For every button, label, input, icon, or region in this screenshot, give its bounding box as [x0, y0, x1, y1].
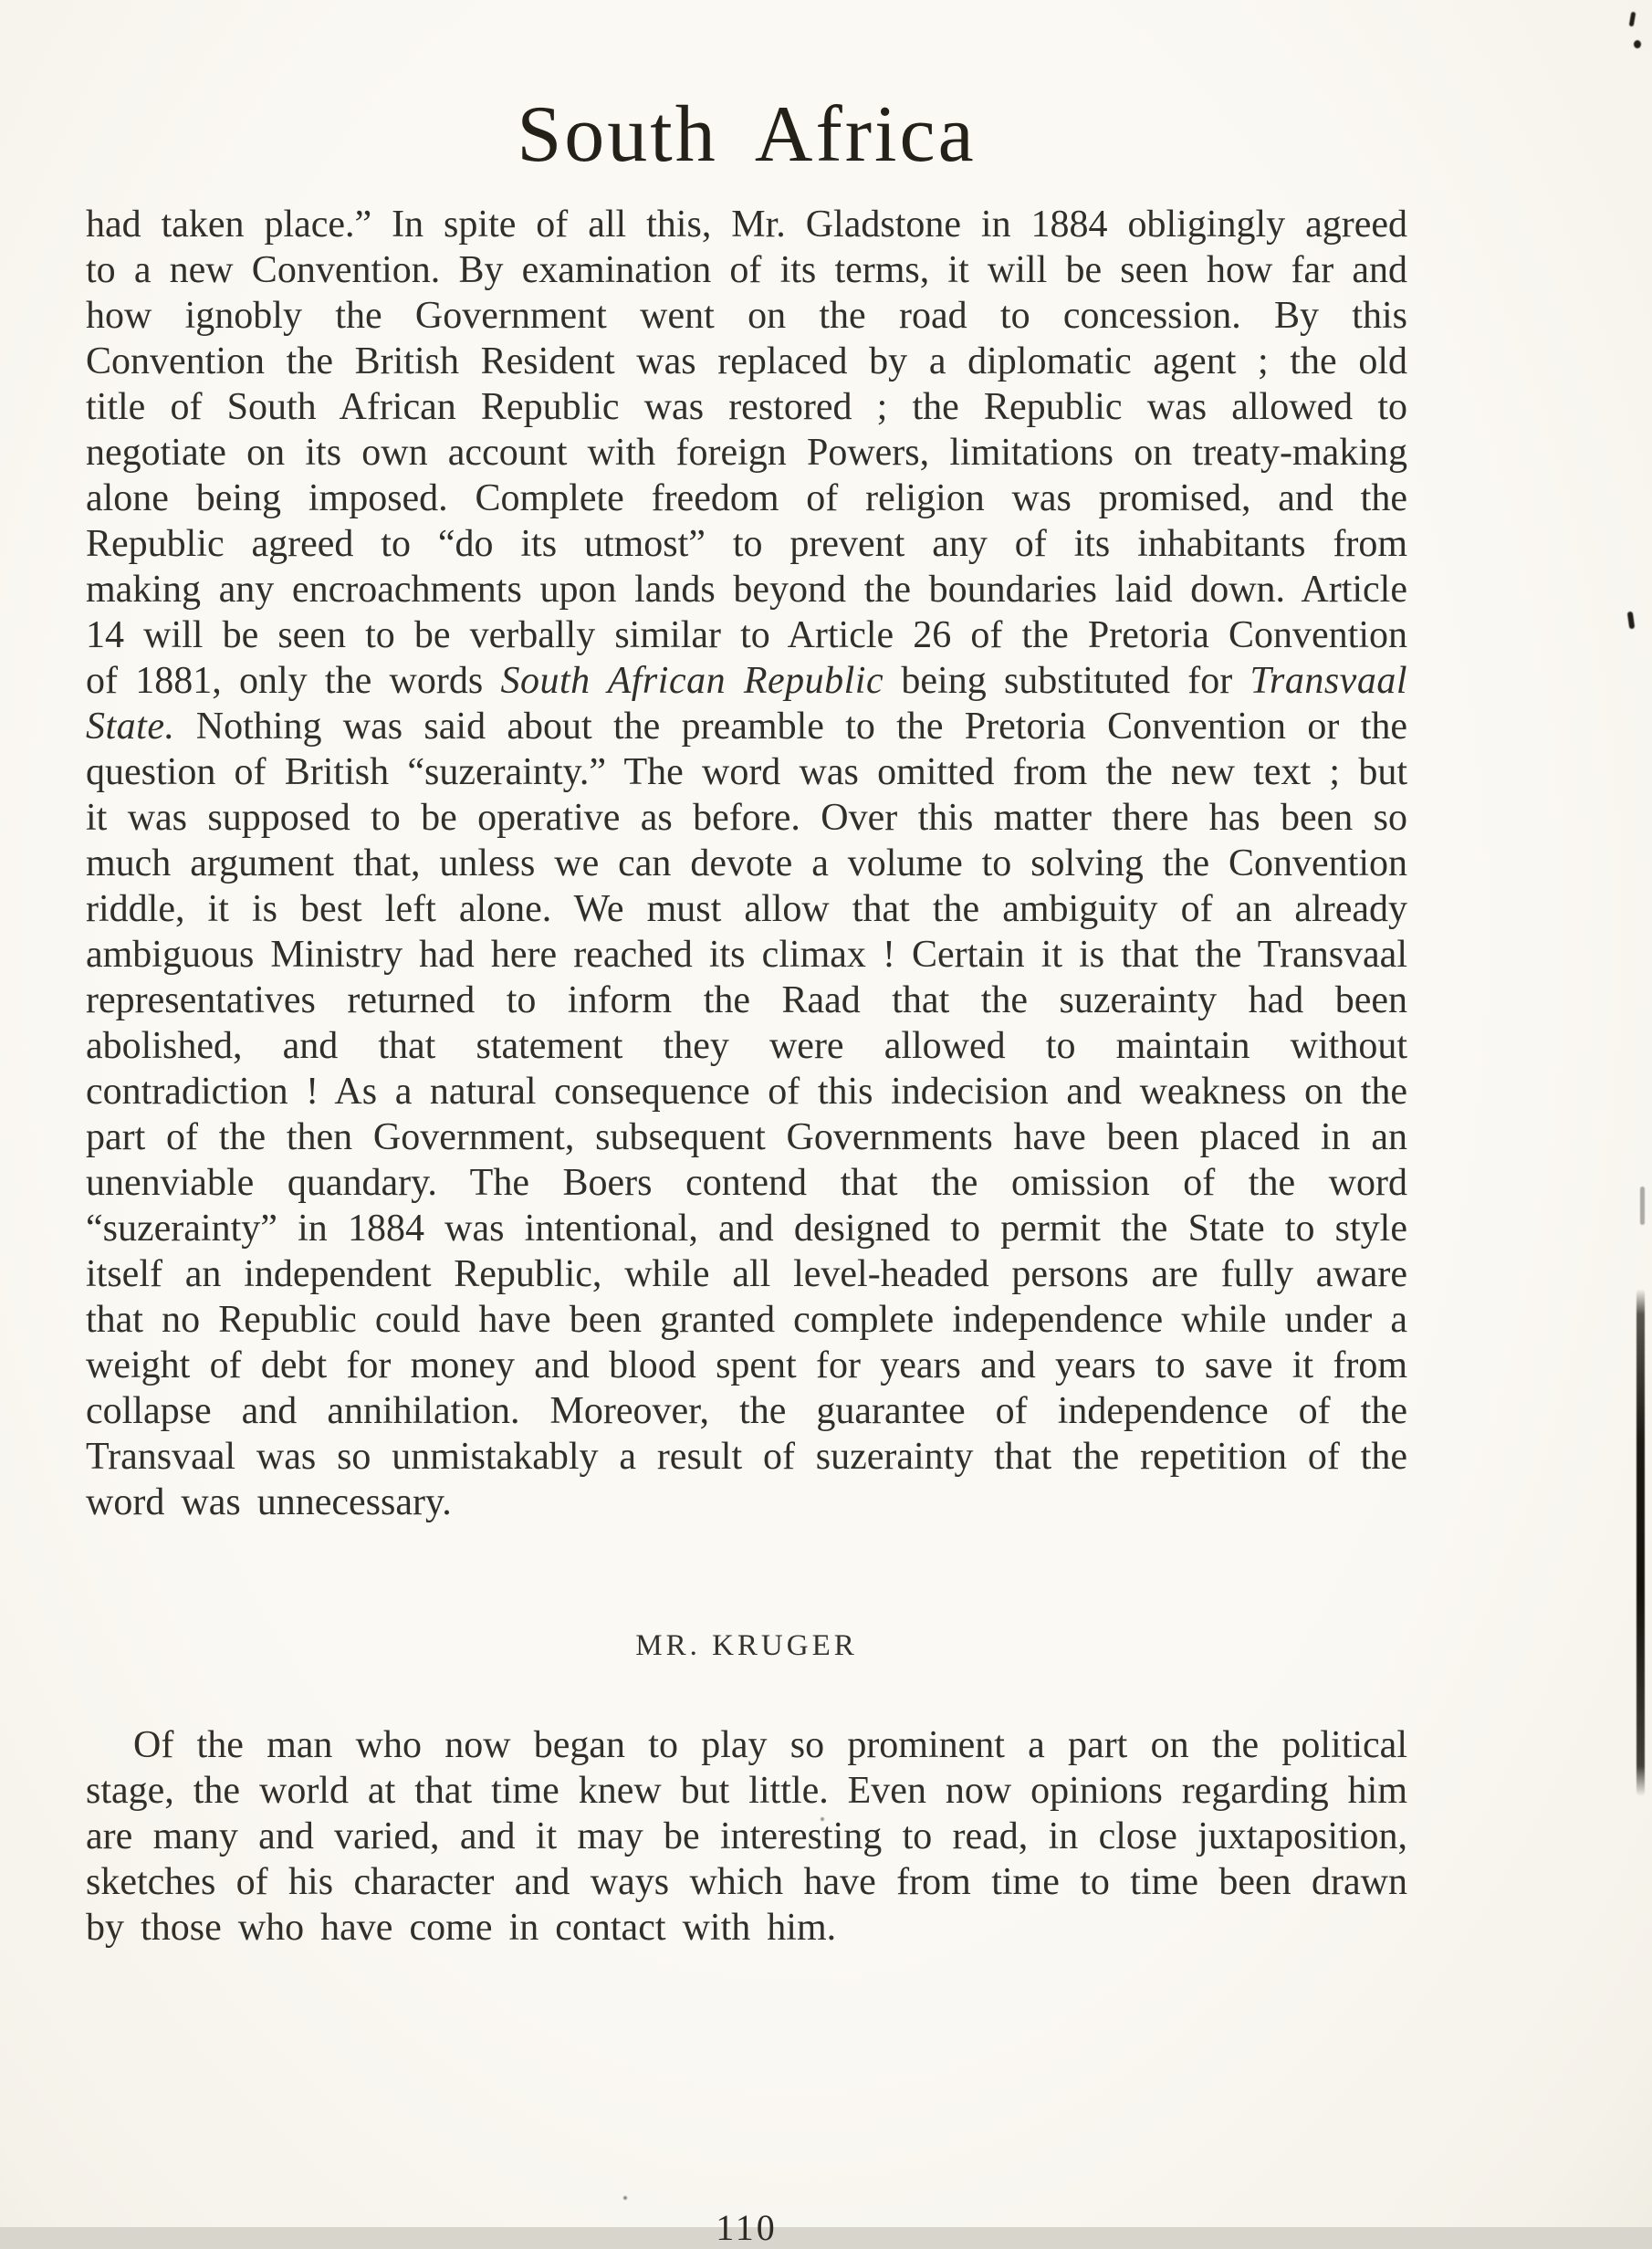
page-number: 110 — [716, 2207, 778, 2248]
paragraph-2: Of the man who now began to play so prominent a part on the political stage, the world at that time knew but little. Even now opinions regarding him are many and varied, and it may be interesting to read, in close juxtaposition, sketches of his character and ways which have from time to time been drawn by those who have come in contact with him. — [86, 1724, 1407, 1949]
scan-speck-right-middle — [1627, 612, 1636, 630]
scan-streak-right-edge — [1636, 1289, 1645, 1796]
scan-mark-right-faint — [1640, 1187, 1645, 1225]
paragraph-1 — [86, 202, 1407, 1525]
scan-speck-bottom — [623, 2196, 627, 2200]
section-heading-mr-kruger: MR. KRUGER — [635, 1629, 858, 1662]
italic-phrase-transvaal-state: Transvaal State. — [86, 660, 1407, 748]
page-title: South Africa — [517, 90, 977, 179]
text-block — [86, 202, 1407, 1951]
scan-speck-top-right-2 — [1634, 40, 1641, 48]
paragraph-1-segment-1: had taken place.” In spite of all this, Mr. Gladstone in 1884 obligingly agreed to a new Convention. By examination of its terms, it will be seen how far and how ignobly the Government went on the road to concession. By this Convention the British Resident was replaced by a diplomatic agent ; the old title of South African Republic was restored ; the Republic was allowed to negotiate on its own account with foreign Powers, limitations on treaty-making alone being imposed. Complete freedom of religion was promised, and the Republic agreed to “do its utmost” to prevent any of its inhabitants from making any encroachments upon lands beyond the boundaries laid down. Article 14 will be seen to be verbally similar to Article 26 of the Pretoria Convention of 1881, only the words — [86, 204, 1407, 702]
scan-speck-above-heading — [821, 1817, 824, 1821]
paragraph-1-segment-3: Nothing was said about the preamble to the Pretoria Convention or the question of British “suzerainty.” The word was omitted from the new text ; but it was supposed to be operative as before. Over this matter there has been so much argument that, unless we can devote a volume to solving the Convention riddle, it is best left alone. We must allow that the ambiguity of an already ambiguous Ministry had here reached its climax ! Certain it is that the Transvaal representatives returned to inform the Raad that the suzerainty had been abolished, and that statement they were allowed to maintain without contradiction ! As a natural consequence of this indecision and weakness on the part of the then Government, subsequent Governments have been placed in an unenviable quandary. The Boers contend that the omission of the word “suzerainty” in 1884 was intentional, and designed to permit the State to style itself an independent Republic, while all level-headed persons are fully aware that no Republic could have been granted complete independence while under a weight of debt for money and blood spent for years and years to save it from collapse and annihilation. Moreover, the guarantee of independence of the Transvaal was so unmistakably a result of suzerainty that the repetition of the word was unnecessary. — [86, 706, 1407, 1523]
paragraph-1-segment-2: being substituted for — [884, 660, 1250, 702]
italic-phrase-south-african-republic: South African Republic — [500, 660, 884, 702]
scan-speck-top-right-1 — [1629, 12, 1636, 27]
